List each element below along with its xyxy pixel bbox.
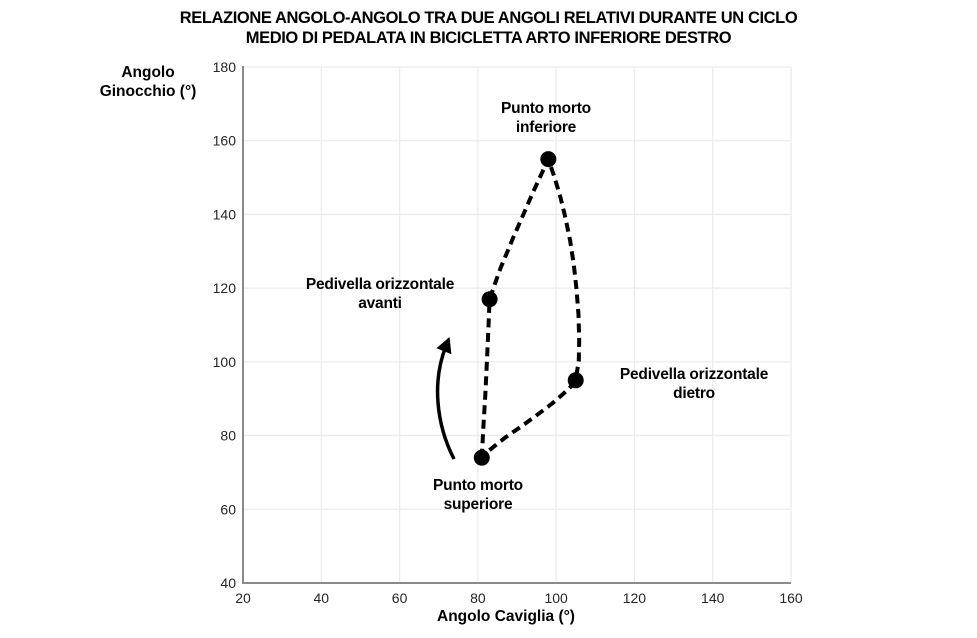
- y-tick-label: 80: [220, 427, 236, 444]
- y-tick-label: 160: [212, 132, 236, 149]
- x-tick-label: 120: [622, 590, 647, 606]
- label-line: superiore: [443, 495, 513, 513]
- x-tick-label: 100: [544, 590, 568, 606]
- y-tick-label: 40: [220, 575, 236, 591]
- data-point-marker: [474, 450, 490, 466]
- x-tick-label: 40: [313, 590, 330, 606]
- label-punto-morto-superiore: [433, 477, 523, 514]
- label-line: Punto morto: [433, 477, 523, 494]
- chart-title-line2: MEDIO DI PEDALATA IN BICICLETTA ARTO INFERIORE DESTRO: [245, 29, 732, 47]
- label-line: avanti: [358, 294, 402, 312]
- x-tick-label: 60: [391, 590, 408, 606]
- label-line: dietro: [673, 384, 715, 402]
- data-point-marker: [540, 151, 556, 167]
- y-axis-title-line1: Angolo: [121, 64, 175, 81]
- chart-title-line1: RELAZIONE ANGOLO-ANGOLO TRA DUE ANGOLI RELATIVI DURANTE UN CICLO: [179, 9, 798, 27]
- y-axis-title-line2: Ginocchio (°): [99, 83, 197, 100]
- x-tick-label: 80: [470, 590, 486, 606]
- data-point-marker: [568, 372, 584, 388]
- x-tick-label: 160: [779, 590, 803, 606]
- y-tick-label: 120: [212, 280, 236, 297]
- label-pedivella-orizzontale-dietro: [620, 366, 768, 403]
- cycle-direction-arrow-icon: [438, 346, 454, 459]
- data-point-marker: [482, 291, 498, 307]
- label-line: inferiore: [515, 118, 577, 136]
- x-tick-label: 140: [701, 590, 725, 606]
- y-tick-label: 140: [212, 206, 236, 223]
- cycle-loop-dashed-line: [482, 159, 579, 458]
- x-tick-label: 20: [235, 590, 251, 606]
- label-line: Pedivella orizzontale: [619, 366, 769, 383]
- x-axis-title: Angolo Caviglia (°): [437, 608, 575, 625]
- label-punto-morto-inferiore: [501, 100, 591, 137]
- cycle-loop-series: [474, 151, 584, 466]
- label-line: Pedivella orizzontale: [305, 276, 455, 293]
- y-tick-label: 60: [220, 501, 236, 518]
- y-tick-label: 100: [212, 353, 236, 370]
- label-line: Punto morto: [501, 100, 591, 117]
- label-pedivella-orizzontale-avanti: [306, 276, 454, 313]
- y-tick-label: 180: [212, 59, 236, 75]
